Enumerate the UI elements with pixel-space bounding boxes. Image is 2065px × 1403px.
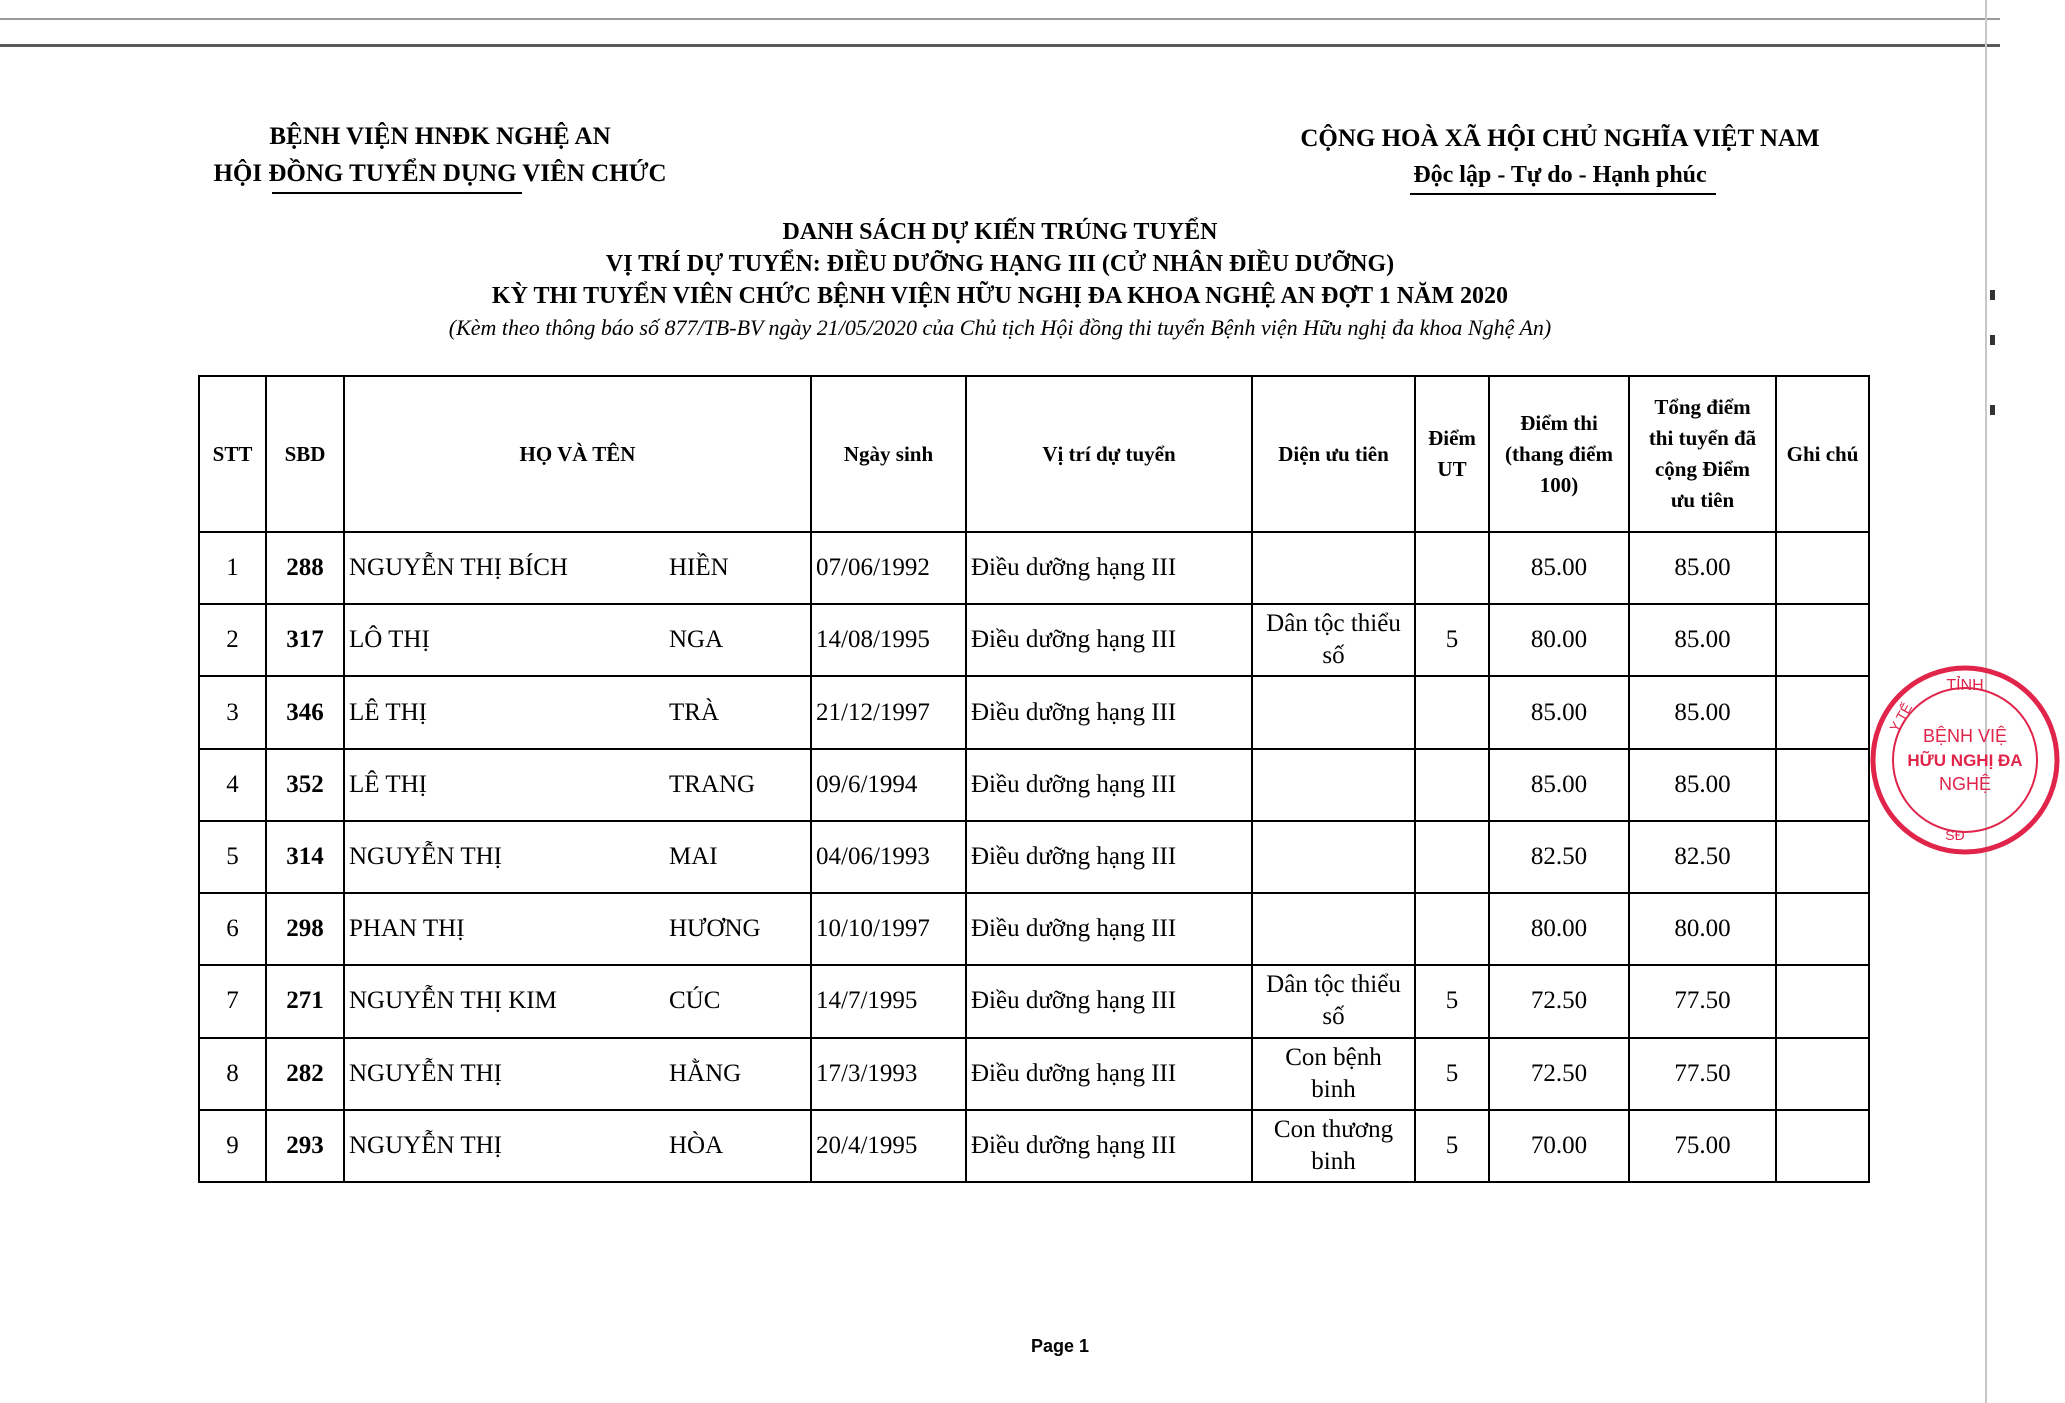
cell-sbd: 271 xyxy=(266,965,344,1037)
header-priority-points-line1: Điểm xyxy=(1428,426,1476,450)
cell-stt: 2 xyxy=(199,604,266,676)
cell-priority-line2: số xyxy=(1322,642,1345,670)
cell-name-last-middle: NGUYỄN THỊ xyxy=(349,1059,502,1087)
cell-name xyxy=(344,821,811,893)
cell-name-first: HIỀN xyxy=(669,554,729,582)
title-subtitle: (Kèm theo thông báo số 877/TB-BV ngày 21/05/2020 của Chủ tịch Hội đồng thi tuyển Bệnh viện Hữu nghị đa khoa Nghệ An) xyxy=(448,315,1552,340)
cell-dob: 17/3/1993 xyxy=(811,1038,966,1110)
cell-stt: 1 xyxy=(199,532,266,604)
cell-sbd: 346 xyxy=(266,676,344,748)
header-organization xyxy=(180,118,700,192)
cell-name-first: MAI xyxy=(669,842,718,870)
cell-score: 82.50 xyxy=(1489,821,1629,893)
cell-score: 85.00 xyxy=(1489,532,1629,604)
cell-dob: 10/10/1997 xyxy=(811,893,966,965)
cell-score: 80.00 xyxy=(1489,893,1629,965)
cell-stt: 7 xyxy=(199,965,266,1037)
cell-priority-line2: binh xyxy=(1311,1147,1356,1175)
cell-position: Điều dưỡng hạng III xyxy=(966,965,1252,1037)
header-priority-points-line2: UT xyxy=(1437,457,1467,481)
seal-text-line1: BỆNH VIỆ xyxy=(1922,726,2008,746)
cell-stt: 6 xyxy=(199,893,266,965)
table-header-row xyxy=(199,376,1869,532)
cell-name xyxy=(344,1110,811,1182)
cell-priority xyxy=(1252,1110,1415,1182)
cell-note xyxy=(1776,604,1869,676)
header-total xyxy=(1629,376,1776,532)
table-row xyxy=(199,676,1869,748)
cell-name xyxy=(344,532,811,604)
cell-name-first: NGA xyxy=(669,626,724,654)
cell-name-first: HƯƠNG xyxy=(669,915,761,943)
cell-name-first: TRANG xyxy=(669,770,756,798)
cell-stt: 4 xyxy=(199,749,266,821)
cell-priority xyxy=(1252,604,1415,676)
header-score-line2: (thang điểm xyxy=(1505,441,1613,466)
cell-dob: 14/08/1995 xyxy=(811,604,966,676)
cell-total: 75.00 xyxy=(1629,1110,1776,1182)
cell-priority xyxy=(1252,1038,1415,1110)
header-stt: STT xyxy=(199,376,266,532)
cell-sbd: 314 xyxy=(266,821,344,893)
cell-total: 80.00 xyxy=(1629,893,1776,965)
cell-name xyxy=(344,749,811,821)
cell-name-last-middle: PHAN THỊ xyxy=(349,915,465,943)
cell-position: Điều dưỡng hạng III xyxy=(966,604,1252,676)
scan-edge-top xyxy=(0,18,2000,20)
cell-priority-line1: Dân tộc thiểu xyxy=(1266,610,1401,638)
header-score-line1: Điểm thi xyxy=(1520,410,1598,435)
header-dob: Ngày sinh xyxy=(811,376,966,532)
cell-total: 77.50 xyxy=(1629,965,1776,1037)
header-score-line3: 100) xyxy=(1539,472,1579,497)
header-nation-line1: CỘNG HOÀ XÃ HỘI CHỦ NGHĨA VIỆT NAM xyxy=(1300,125,1820,152)
cell-name-last-middle: LÔ THỊ xyxy=(349,626,430,654)
cell-priority-points xyxy=(1415,532,1489,604)
cell-position: Điều dưỡng hạng III xyxy=(966,1038,1252,1110)
title-line2: VỊ TRÍ DỰ TUYỂN: ĐIỀU DƯỠNG HẠNG III (CỬ NHÂN ĐIỀU DƯỠNG) xyxy=(605,251,1395,277)
cell-name-first: CÚC xyxy=(669,987,721,1015)
cell-note xyxy=(1776,749,1869,821)
cell-note xyxy=(1776,1038,1869,1110)
table-row xyxy=(199,604,1869,676)
candidate-table xyxy=(198,375,1870,1183)
cell-dob: 07/06/1992 xyxy=(811,532,966,604)
header-score xyxy=(1489,376,1629,532)
table-row xyxy=(199,893,1869,965)
cell-name xyxy=(344,1038,811,1110)
cell-total: 85.00 xyxy=(1629,676,1776,748)
header-name: HỌ VÀ TÊN xyxy=(344,376,811,532)
cell-dob: 14/7/1995 xyxy=(811,965,966,1037)
header-priority-points xyxy=(1415,376,1489,532)
cell-name-last-middle: NGUYỄN THỊ KIM xyxy=(349,987,557,1015)
header-total-line3: cộng Điểm xyxy=(1654,457,1751,481)
seal-text-left: Y TẾ xyxy=(1886,700,1916,735)
cell-name-last-middle: NGUYỄN THỊ xyxy=(349,842,502,870)
cell-stt: 3 xyxy=(199,676,266,748)
cell-priority-points xyxy=(1415,821,1489,893)
cell-note xyxy=(1776,676,1869,748)
cell-sbd: 282 xyxy=(266,1038,344,1110)
cell-total: 85.00 xyxy=(1629,532,1776,604)
cell-priority-points: 5 xyxy=(1415,1038,1489,1110)
header-total-line2: thi tuyển đã xyxy=(1648,426,1757,450)
cell-name xyxy=(344,604,811,676)
seal-text-line3: NGHỆ xyxy=(1938,774,1992,794)
cell-priority-points: 5 xyxy=(1415,965,1489,1037)
cell-name-last-middle: LÊ THỊ xyxy=(349,770,427,798)
cell-name xyxy=(344,676,811,748)
cell-priority-line2: binh xyxy=(1311,1075,1356,1103)
cell-total: 82.50 xyxy=(1629,821,1776,893)
header-position: Vị trí dự tuyển xyxy=(966,376,1252,532)
cell-dob: 09/6/1994 xyxy=(811,749,966,821)
cell-name xyxy=(344,965,811,1037)
cell-priority-points xyxy=(1415,676,1489,748)
cell-note xyxy=(1776,821,1869,893)
seal-text-top: TỈNH xyxy=(1946,677,1984,694)
cell-score: 80.00 xyxy=(1489,604,1629,676)
cell-score: 85.00 xyxy=(1489,676,1629,748)
cell-priority-points: 5 xyxy=(1415,1110,1489,1182)
cell-total: 85.00 xyxy=(1629,749,1776,821)
scan-mark xyxy=(1990,405,1995,415)
scan-edge-top-dark xyxy=(0,44,2000,47)
cell-name-first: TRÀ xyxy=(669,698,719,726)
cell-priority xyxy=(1252,965,1415,1037)
table-row xyxy=(199,1110,1869,1182)
header-priority: Diện ưu tiên xyxy=(1252,376,1415,532)
cell-priority-line1: Con thương xyxy=(1273,1115,1394,1143)
cell-total: 85.00 xyxy=(1629,604,1776,676)
header-org-line2: HỘI ĐỒNG TUYỂN DỤNG VIÊN CHỨC xyxy=(213,160,667,187)
table-row xyxy=(199,1038,1869,1110)
cell-priority xyxy=(1252,821,1415,893)
cell-score: 85.00 xyxy=(1489,749,1629,821)
cell-note xyxy=(1776,965,1869,1037)
header-national xyxy=(1270,120,1850,194)
cell-sbd: 298 xyxy=(266,893,344,965)
seal-text-bottom: SĐ xyxy=(1945,827,1965,843)
cell-dob: 20/4/1995 xyxy=(811,1110,966,1182)
cell-position: Điều dưỡng hạng III xyxy=(966,821,1252,893)
cell-position: Điều dưỡng hạng III xyxy=(966,749,1252,821)
document-titles xyxy=(300,216,1700,344)
cell-sbd: 288 xyxy=(266,532,344,604)
cell-score: 72.50 xyxy=(1489,965,1629,1037)
cell-priority-line2: số xyxy=(1322,1003,1345,1031)
cell-position: Điều dưỡng hạng III xyxy=(966,676,1252,748)
cell-position: Điều dưỡng hạng III xyxy=(966,532,1252,604)
cell-score: 70.00 xyxy=(1489,1110,1629,1182)
cell-sbd: 317 xyxy=(266,604,344,676)
cell-priority-points: 5 xyxy=(1415,604,1489,676)
table-row xyxy=(199,821,1869,893)
cell-name-last-middle: NGUYỄN THỊ BÍCH xyxy=(349,554,568,582)
cell-name-first: HẰNG xyxy=(669,1059,742,1087)
cell-priority-points xyxy=(1415,893,1489,965)
cell-dob: 04/06/1993 xyxy=(811,821,966,893)
cell-dob: 21/12/1997 xyxy=(811,676,966,748)
cell-priority-points xyxy=(1415,749,1489,821)
page-number: Page 1 xyxy=(1030,1336,1090,1356)
cell-priority xyxy=(1252,749,1415,821)
cell-sbd: 293 xyxy=(266,1110,344,1182)
cell-note xyxy=(1776,532,1869,604)
header-note: Ghi chú xyxy=(1776,376,1869,532)
cell-position: Điều dưỡng hạng III xyxy=(966,1110,1252,1182)
header-total-line1: Tổng điểm xyxy=(1654,395,1751,419)
cell-priority-line1: Dân tộc thiểu xyxy=(1266,971,1401,999)
cell-name-last-middle: NGUYỄN THỊ xyxy=(349,1131,502,1159)
scan-mark xyxy=(1990,335,1995,345)
cell-sbd: 352 xyxy=(266,749,344,821)
cell-note xyxy=(1776,893,1869,965)
title-line1: DANH SÁCH DỰ KIẾN TRÚNG TUYỂN xyxy=(782,219,1218,245)
header-right-underline xyxy=(1410,193,1716,195)
cell-note xyxy=(1776,1110,1869,1182)
header-sbd: SBD xyxy=(266,376,344,532)
cell-position: Điều dưỡng hạng III xyxy=(966,893,1252,965)
table-row xyxy=(199,965,1869,1037)
cell-priority xyxy=(1252,676,1415,748)
cell-stt: 8 xyxy=(199,1038,266,1110)
cell-priority xyxy=(1252,893,1415,965)
cell-total: 77.50 xyxy=(1629,1038,1776,1110)
header-left-underline xyxy=(272,192,522,194)
table-body xyxy=(199,532,1869,1182)
cell-name xyxy=(344,893,811,965)
cell-score: 72.50 xyxy=(1489,1038,1629,1110)
header-total-line4: ưu tiên xyxy=(1670,488,1735,512)
cell-priority xyxy=(1252,532,1415,604)
cell-stt: 9 xyxy=(199,1110,266,1182)
seal-text-line2: HỮU NGHỊ ĐA xyxy=(1907,751,2023,770)
table-row xyxy=(199,532,1869,604)
scan-mark xyxy=(1990,290,1995,300)
cell-priority-line1: Con bệnh xyxy=(1285,1043,1382,1071)
header-org-line1: BỆNH VIỆN HNĐK NGHỆ AN xyxy=(269,123,611,150)
title-line3: KỲ THI TUYỂN VIÊN CHỨC BỆNH VIỆN HỮU NGHỊ ĐA KHOA NGHỆ AN ĐỢT 1 NĂM 2020 xyxy=(491,283,1509,309)
official-seal xyxy=(1865,660,2065,860)
cell-name-first: HÒA xyxy=(669,1131,724,1159)
table-row xyxy=(199,749,1869,821)
cell-name-last-middle: LÊ THỊ xyxy=(349,698,427,726)
header-motto: Độc lập - Tự do - Hạnh phúc xyxy=(1413,162,1707,188)
cell-stt: 5 xyxy=(199,821,266,893)
